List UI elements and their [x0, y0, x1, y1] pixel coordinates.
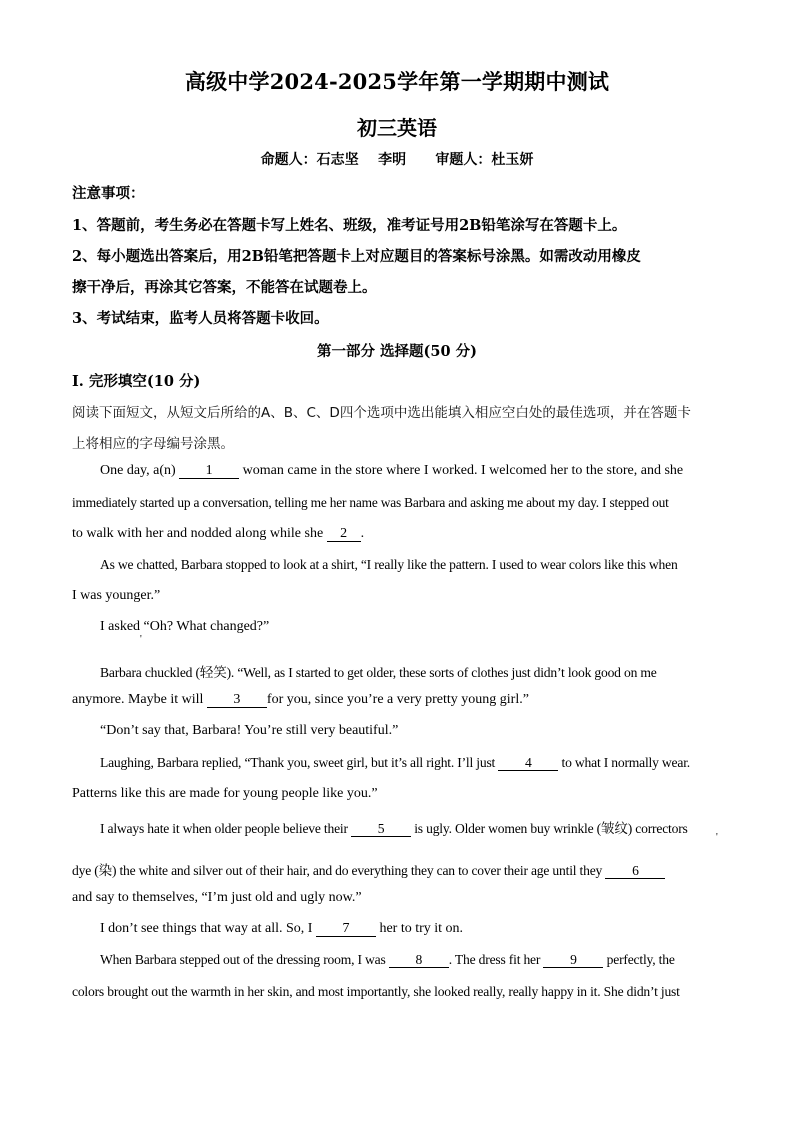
- passage-text: I don’t see things that way at all. So, I: [100, 921, 313, 936]
- passage-text: Laughing, Barbara replied, “Thank you, sweet girl, but it’s all right. I’ll just: [100, 755, 496, 770]
- authors-line: [0, 149, 794, 169]
- passage-line: [72, 526, 364, 542]
- passage-line: [100, 921, 463, 937]
- passage-line: and say to themselves, “I’m just old and ugly now.”: [72, 890, 362, 905]
- note-item-3: 3、考试结束，监考人员将答题卡收回。: [72, 310, 329, 327]
- section-title: I. 完形填空(10 分): [72, 373, 201, 390]
- passage-text: perfectly, the: [606, 952, 675, 967]
- passage-text: her to try it on.: [379, 921, 464, 936]
- passage-text: is ugly. Older women buy wrinkle (皱纹) correctors: [414, 821, 688, 836]
- exam-title: 高级中学2024-2025学年第一学期期中测试: [184, 69, 610, 94]
- passage-text: . The dress fit her: [448, 952, 541, 967]
- passage-text: anymore. Maybe it will: [72, 692, 204, 707]
- part-one-heading: 第一部分 选择题(50 分): [317, 343, 477, 360]
- note-item-1: 1、答题前，考生务必在答题卡写上姓名、班级，准考证号用2B铅笔涂写在答题卡上。: [72, 217, 627, 234]
- passage-text: to what I normally wear.: [561, 755, 690, 770]
- passage-line: colors brought out the warmth in her skin, and most importantly, she looked really, really happy in it. She didn’t just: [72, 984, 680, 999]
- reviewer-label: 审题人：杜玉妍: [435, 152, 534, 168]
- passage-text: dye (染) the white and silver out of their hair, and do everything they can to cover their age until they: [72, 863, 603, 878]
- passage-line: [100, 463, 683, 479]
- blank-7: 7: [316, 922, 376, 937]
- stray-mark: ': [140, 634, 142, 645]
- passage-line: [100, 817, 688, 837]
- passage-text: for you, since you’re a very pretty young girl.”: [266, 692, 529, 707]
- blank-3: 3: [207, 693, 267, 708]
- setters-label: 命题人：石志坚: [260, 152, 359, 168]
- note-item-2-line-2: 擦干净后，再涂其它答案，不能答在试题卷上。: [72, 279, 377, 296]
- passage-line: [72, 859, 665, 879]
- passage-line: “Don’t say that, Barbara! You’re still very beautiful.”: [100, 723, 399, 738]
- passage-text: .: [360, 526, 365, 541]
- passage-line: [72, 692, 529, 708]
- blank-5: 5: [351, 822, 411, 837]
- blank-9: 9: [543, 953, 603, 968]
- passage-line: As we chatted, Barbara stopped to look at a shirt, “I really like the pattern. I used to wear colors like this when: [100, 557, 678, 572]
- passage-line: I asked “Oh? What changed?”: [100, 619, 270, 634]
- blank-1: 1: [179, 464, 239, 479]
- blank-6: 6: [605, 864, 665, 879]
- passage-line: [100, 952, 675, 968]
- passage-line: immediately started up a conversation, telling me her name was Barbara and asking me about my day. I stepped out: [72, 495, 669, 510]
- instruction-line-2: 上将相应的字母编号涂黑。: [72, 436, 234, 452]
- passage-text: woman came in the store where I worked. I welcomed her to the store, and she: [242, 463, 684, 478]
- passage-line: Patterns like this are made for young people like you.”: [72, 786, 378, 801]
- passage-text: I always hate it when older people believe their: [100, 821, 348, 836]
- blank-2: 2: [327, 527, 361, 542]
- subject-title: 初三英语: [357, 116, 437, 140]
- blank-8: 8: [389, 953, 449, 968]
- passage-text: to walk with her and nodded along while she: [72, 526, 324, 541]
- passage-text: One day, a(n): [100, 463, 176, 478]
- setter-second: 李明: [378, 152, 407, 168]
- notes-heading: 注意事项：: [72, 185, 145, 202]
- blank-4: 4: [498, 756, 558, 771]
- passage-line: [100, 755, 690, 771]
- instruction-line-1: 阅读下面短文，从短文后所给的A、B、C、D四个选项中选出能填入相应空白处的最佳选项，并在答题卡: [72, 405, 691, 421]
- passage-line: I was younger.”: [72, 588, 161, 603]
- passage-text: When Barbara stepped out of the dressing room, I was: [100, 952, 386, 967]
- note-item-2-line-1: 2、每小题选出答案后，用2B铅笔把答题卡上对应题目的答案标号涂黑。如需改动用橡皮: [72, 248, 641, 265]
- stray-mark: ': [716, 832, 718, 843]
- passage-line: Barbara chuckled (轻笑). “Well, as I started to get older, these sorts of clothes just didn’t look good on me: [100, 665, 657, 680]
